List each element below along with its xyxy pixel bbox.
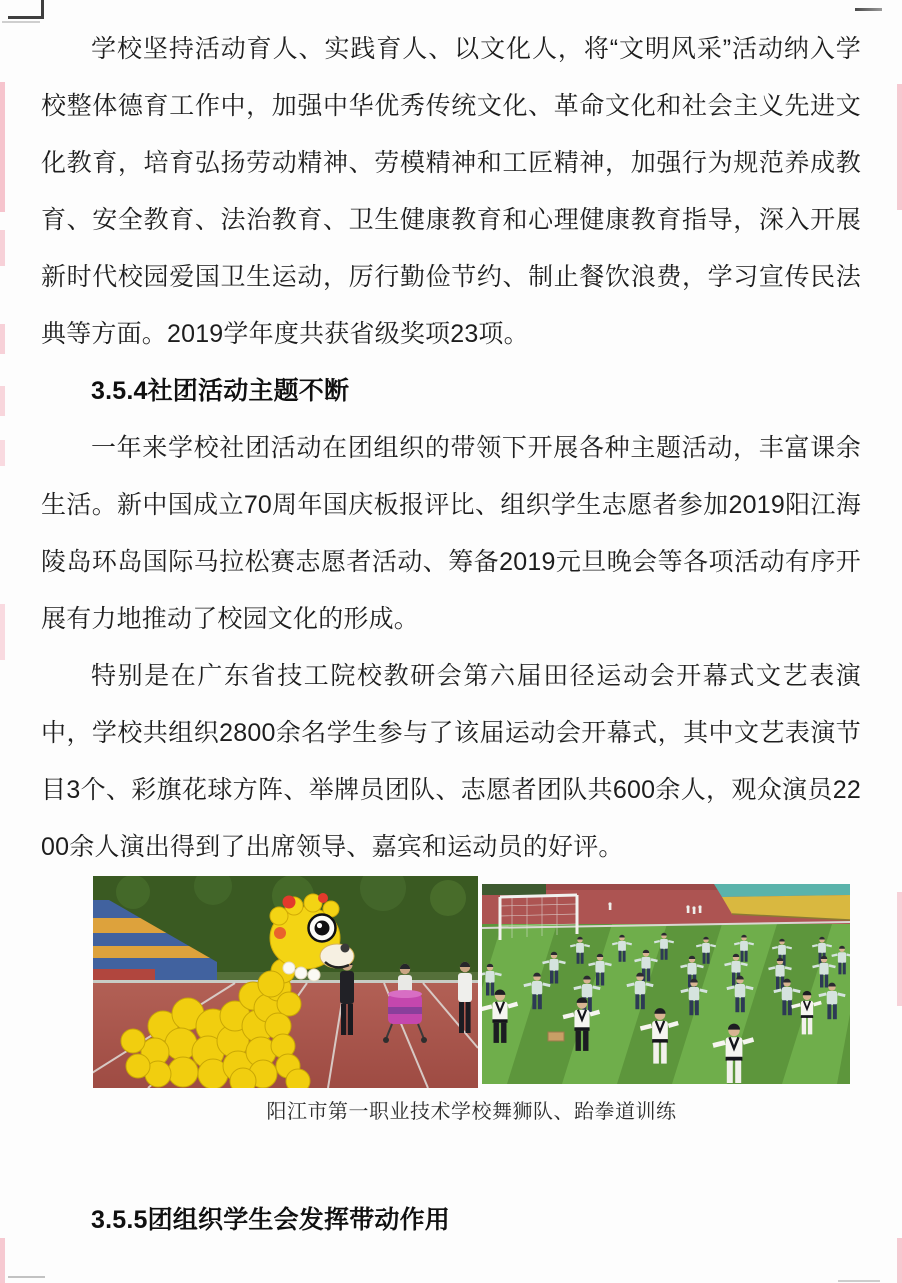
taekwondo-illustration [482, 884, 850, 1084]
scan-artifact-left-6 [0, 604, 5, 660]
photo-caption: 阳江市第一职业技术学校舞狮队、跆拳道训练 [266, 1101, 677, 1123]
paragraph1-line: 校整体德育工作中，加强中华优秀传统文化、革命文化和社会主义先进文 [41, 92, 861, 120]
page-corner-shadow-top-left [2, 21, 40, 23]
lion-dance-illustration [93, 876, 478, 1088]
paragraph3-line: 00余人演出得到了出席领导、嘉宾和运动员的好评。 [41, 833, 624, 861]
scan-artifact-left-5 [0, 440, 5, 466]
lion-dance-photo [93, 876, 478, 1088]
paragraph3-line: 中，学校共组织2800余名学生参与了该届运动会开幕式，其中文艺表演节 [41, 719, 861, 747]
taekwondo-photo [482, 884, 850, 1084]
page-corner-mark-top-right [855, 8, 882, 11]
scan-artifact-right-1 [897, 84, 902, 210]
paragraph1-line: 化教育，培育弘扬劳动精神、劳模精神和工匠精神，加强行为规范养成教 [41, 149, 861, 177]
scan-artifact-left-4 [0, 386, 5, 416]
paragraph3-line: 特别是在广东省技工院校教研会第六届田径运动会开幕式文艺表演 [91, 662, 861, 690]
scan-artifact-left-7 [0, 1238, 5, 1283]
paragraph1-line: 育、安全教育、法治教育、卫生健康教育和心理健康教育指导，深入开展 [41, 206, 861, 234]
page-corner-mark-top-left [8, 0, 44, 19]
paragraph2-line: 一年来学校社团活动在团组织的带领下开展各种主题活动，丰富课余 [91, 434, 861, 462]
paragraph2-line: 陵岛环岛国际马拉松赛志愿者活动、筹备2019元旦晚会等各项活动有序开 [41, 548, 861, 576]
box-on-grass [548, 1032, 564, 1041]
page-corner-mark-bottom-right [838, 1280, 880, 1282]
section-heading-3-5-5: 3.5.5团组织学生会发挥带动作用 [91, 1206, 451, 1234]
paragraph3-line: 目3个、彩旗花球方阵、举牌员团队、志愿者团队共600余人，观众演员22 [41, 776, 861, 804]
paragraph1-line: 新时代校园爱国卫生运动，厉行勤俭节约、制止餐饮浪费，学习宣传民法 [41, 263, 861, 291]
scan-artifact-right-3 [897, 1238, 902, 1283]
scan-artifact-left-3 [0, 324, 5, 354]
scan-artifact-left-2 [0, 230, 5, 266]
page-corner-mark-bottom-left [8, 1276, 45, 1278]
paragraph2-line: 展有力地推动了校园文化的形成。 [41, 605, 420, 633]
section-heading-3-5-4: 3.5.4社团活动主题不断 [91, 377, 350, 405]
scan-artifact-left-1 [0, 82, 5, 212]
text-block [41, 21, 861, 876]
scan-artifact-right-2 [897, 892, 902, 1006]
paragraph2-line: 生活。新中国成立70周年国庆板报评比、组织学生志愿者参加2019阳江海 [41, 491, 861, 519]
paragraph1-line: 学校坚持活动育人、实践育人、以文化人，将“文明风采”活动纳入学 [91, 35, 861, 63]
paragraph1-line: 典等方面。2019学年度共获省级奖项23项。 [41, 320, 529, 348]
